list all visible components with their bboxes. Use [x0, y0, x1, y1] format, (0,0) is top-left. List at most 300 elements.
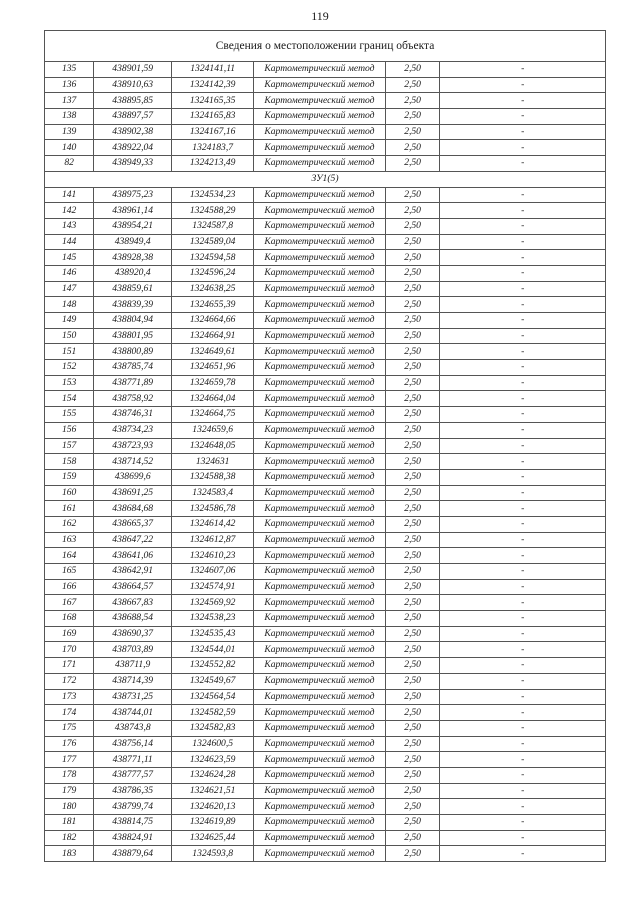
- note-cell: -: [440, 250, 606, 266]
- point-number-cell: 160: [45, 485, 94, 501]
- coord-y-cell: 1324564,54: [172, 689, 254, 705]
- coord-x-cell: 438744,01: [94, 705, 172, 721]
- method-cell: Картометрический метод: [254, 313, 385, 329]
- note-cell: -: [440, 469, 606, 485]
- coord-x-cell: 438734,23: [94, 422, 172, 438]
- point-number-cell: 169: [45, 626, 94, 642]
- note-cell: -: [440, 626, 606, 642]
- coord-y-cell: 1324213,49: [172, 156, 254, 172]
- method-cell: Картометрический метод: [254, 281, 385, 297]
- note-cell: -: [440, 124, 606, 140]
- point-number-cell: 181: [45, 815, 94, 831]
- point-number-cell: 175: [45, 720, 94, 736]
- coord-x-cell: 438800,89: [94, 344, 172, 360]
- coord-y-cell: 1324623,59: [172, 752, 254, 768]
- accuracy-cell: 2,50: [385, 218, 440, 234]
- table-row: [45, 297, 606, 313]
- table-row: [45, 344, 606, 360]
- section-row: [45, 171, 606, 187]
- note-cell: -: [440, 564, 606, 580]
- table-row: [45, 579, 606, 595]
- table-row: [45, 689, 606, 705]
- method-cell: Картометрический метод: [254, 705, 385, 721]
- table-row: [45, 109, 606, 125]
- coord-y-cell: 1324589,04: [172, 234, 254, 250]
- note-cell: -: [440, 799, 606, 815]
- method-cell: Картометрический метод: [254, 485, 385, 501]
- table-row: [45, 783, 606, 799]
- note-cell: -: [440, 673, 606, 689]
- coord-x-cell: 438954,21: [94, 218, 172, 234]
- table-row: [45, 846, 606, 862]
- accuracy-cell: 2,50: [385, 124, 440, 140]
- coord-y-cell: 1324624,28: [172, 767, 254, 783]
- accuracy-cell: 2,50: [385, 532, 440, 548]
- point-number-cell: 180: [45, 799, 94, 815]
- note-cell: -: [440, 579, 606, 595]
- accuracy-cell: 2,50: [385, 156, 440, 172]
- coord-y-cell: 1324612,87: [172, 532, 254, 548]
- point-number-cell: 156: [45, 422, 94, 438]
- accuracy-cell: 2,50: [385, 265, 440, 281]
- table-row: [45, 124, 606, 140]
- coord-x-cell: 438910,63: [94, 77, 172, 93]
- point-number-cell: 162: [45, 516, 94, 532]
- coord-x-cell: 438799,74: [94, 799, 172, 815]
- table-row: [45, 250, 606, 266]
- method-cell: Картометрический метод: [254, 579, 385, 595]
- method-cell: Картометрический метод: [254, 516, 385, 532]
- point-number-cell: 173: [45, 689, 94, 705]
- note-cell: -: [440, 595, 606, 611]
- coord-y-cell: 1324619,89: [172, 815, 254, 831]
- coord-x-cell: 438714,52: [94, 454, 172, 470]
- coord-x-cell: 438691,25: [94, 485, 172, 501]
- accuracy-cell: 2,50: [385, 454, 440, 470]
- accuracy-cell: 2,50: [385, 328, 440, 344]
- point-number-cell: 171: [45, 658, 94, 674]
- point-number-cell: 155: [45, 407, 94, 423]
- point-number-cell: 163: [45, 532, 94, 548]
- accuracy-cell: 2,50: [385, 720, 440, 736]
- coord-x-cell: 438901,59: [94, 62, 172, 78]
- point-number-cell: 82: [45, 156, 94, 172]
- table-row: [45, 705, 606, 721]
- table-row: [45, 720, 606, 736]
- note-cell: -: [440, 93, 606, 109]
- note-cell: -: [440, 485, 606, 501]
- coord-y-cell: 1324141,11: [172, 62, 254, 78]
- coord-y-cell: 1324588,29: [172, 203, 254, 219]
- accuracy-cell: 2,50: [385, 846, 440, 862]
- method-cell: Картометрический метод: [254, 109, 385, 125]
- method-cell: Картометрический метод: [254, 203, 385, 219]
- accuracy-cell: 2,50: [385, 705, 440, 721]
- table-row: [45, 187, 606, 203]
- accuracy-cell: 2,50: [385, 62, 440, 78]
- note-cell: -: [440, 548, 606, 564]
- coord-y-cell: 1324664,91: [172, 328, 254, 344]
- accuracy-cell: 2,50: [385, 77, 440, 93]
- point-number-cell: 152: [45, 360, 94, 376]
- point-number-cell: 151: [45, 344, 94, 360]
- table-row: [45, 595, 606, 611]
- coord-x-cell: 438785,74: [94, 360, 172, 376]
- method-cell: Картометрический метод: [254, 140, 385, 156]
- table-title-row: [45, 31, 606, 62]
- note-cell: -: [440, 187, 606, 203]
- method-cell: Картометрический метод: [254, 642, 385, 658]
- coord-x-cell: 438928,38: [94, 250, 172, 266]
- coord-x-cell: 438814,75: [94, 815, 172, 831]
- point-number-cell: 153: [45, 375, 94, 391]
- note-cell: -: [440, 109, 606, 125]
- note-cell: -: [440, 375, 606, 391]
- point-number-cell: 150: [45, 328, 94, 344]
- point-number-cell: 138: [45, 109, 94, 125]
- coord-y-cell: 1324588,38: [172, 469, 254, 485]
- table-row: [45, 548, 606, 564]
- point-number-cell: 176: [45, 736, 94, 752]
- accuracy-cell: 2,50: [385, 93, 440, 109]
- point-number-cell: 159: [45, 469, 94, 485]
- coord-y-cell: 1324534,23: [172, 187, 254, 203]
- coord-y-cell: 1324607,06: [172, 564, 254, 580]
- method-cell: Картометрический метод: [254, 799, 385, 815]
- note-cell: -: [440, 265, 606, 281]
- table-row: [45, 501, 606, 517]
- method-cell: Картометрический метод: [254, 564, 385, 580]
- method-cell: Картометрический метод: [254, 548, 385, 564]
- note-cell: -: [440, 140, 606, 156]
- table-row: [45, 265, 606, 281]
- coord-y-cell: 1324620,13: [172, 799, 254, 815]
- note-cell: -: [440, 705, 606, 721]
- accuracy-cell: 2,50: [385, 297, 440, 313]
- coord-x-cell: 438723,93: [94, 438, 172, 454]
- coord-x-cell: 438961,14: [94, 203, 172, 219]
- point-number-cell: 170: [45, 642, 94, 658]
- note-cell: -: [440, 313, 606, 329]
- point-number-cell: 142: [45, 203, 94, 219]
- coord-x-cell: 438897,57: [94, 109, 172, 125]
- table-row: [45, 234, 606, 250]
- method-cell: Картометрический метод: [254, 830, 385, 846]
- point-number-cell: 146: [45, 265, 94, 281]
- point-number-cell: 140: [45, 140, 94, 156]
- table-row: [45, 626, 606, 642]
- table-row: [45, 281, 606, 297]
- table-row: [45, 391, 606, 407]
- coord-x-cell: 438758,92: [94, 391, 172, 407]
- coord-y-cell: 1324664,04: [172, 391, 254, 407]
- method-cell: Картометрический метод: [254, 328, 385, 344]
- method-cell: Картометрический метод: [254, 250, 385, 266]
- coord-x-cell: 438743,8: [94, 720, 172, 736]
- coord-y-cell: 1324183,7: [172, 140, 254, 156]
- accuracy-cell: 2,50: [385, 642, 440, 658]
- accuracy-cell: 2,50: [385, 469, 440, 485]
- method-cell: Картометрический метод: [254, 501, 385, 517]
- table-row: [45, 673, 606, 689]
- method-cell: Картометрический метод: [254, 815, 385, 831]
- table-row: [45, 767, 606, 783]
- point-number-cell: 161: [45, 501, 94, 517]
- accuracy-cell: 2,50: [385, 736, 440, 752]
- coord-y-cell: 1324594,58: [172, 250, 254, 266]
- table-row: [45, 516, 606, 532]
- note-cell: -: [440, 77, 606, 93]
- coord-y-cell: 1324600,5: [172, 736, 254, 752]
- method-cell: Картометрический метод: [254, 391, 385, 407]
- boundary-coordinates-table: [44, 30, 606, 862]
- method-cell: Картометрический метод: [254, 689, 385, 705]
- coord-x-cell: 438667,83: [94, 595, 172, 611]
- coord-y-cell: 1324544,01: [172, 642, 254, 658]
- coord-x-cell: 438804,94: [94, 313, 172, 329]
- coord-y-cell: 1324610,23: [172, 548, 254, 564]
- coord-y-cell: 1324586,78: [172, 501, 254, 517]
- point-number-cell: 179: [45, 783, 94, 799]
- coord-y-cell: 1324648,05: [172, 438, 254, 454]
- point-number-cell: 157: [45, 438, 94, 454]
- coord-x-cell: 438839,39: [94, 297, 172, 313]
- note-cell: -: [440, 328, 606, 344]
- method-cell: Картометрический метод: [254, 62, 385, 78]
- table-row: [45, 485, 606, 501]
- accuracy-cell: 2,50: [385, 281, 440, 297]
- note-cell: -: [440, 454, 606, 470]
- coord-x-cell: 438641,06: [94, 548, 172, 564]
- coord-x-cell: 438731,25: [94, 689, 172, 705]
- method-cell: Картометрический метод: [254, 407, 385, 423]
- coord-y-cell: 1324552,82: [172, 658, 254, 674]
- method-cell: Картометрический метод: [254, 218, 385, 234]
- table-row: [45, 203, 606, 219]
- table-row: [45, 328, 606, 344]
- note-cell: -: [440, 297, 606, 313]
- coord-x-cell: 438949,33: [94, 156, 172, 172]
- note-cell: -: [440, 407, 606, 423]
- note-cell: -: [440, 156, 606, 172]
- coord-x-cell: 438684,68: [94, 501, 172, 517]
- coord-y-cell: 1324651,96: [172, 360, 254, 376]
- coord-x-cell: 438688,54: [94, 611, 172, 627]
- table-row: [45, 93, 606, 109]
- table-row: [45, 830, 606, 846]
- coord-y-cell: 1324583,4: [172, 485, 254, 501]
- coord-x-cell: 438642,91: [94, 564, 172, 580]
- table-row: [45, 375, 606, 391]
- accuracy-cell: 2,50: [385, 767, 440, 783]
- coord-y-cell: 1324664,66: [172, 313, 254, 329]
- method-cell: Картометрический метод: [254, 187, 385, 203]
- coord-y-cell: 1324142,39: [172, 77, 254, 93]
- coord-y-cell: 1324664,75: [172, 407, 254, 423]
- table-row: [45, 564, 606, 580]
- coord-x-cell: 438902,38: [94, 124, 172, 140]
- coord-y-cell: 1324587,8: [172, 218, 254, 234]
- coord-x-cell: 438714,39: [94, 673, 172, 689]
- coord-x-cell: 438824,91: [94, 830, 172, 846]
- coord-y-cell: 1324165,35: [172, 93, 254, 109]
- coord-x-cell: 438786,35: [94, 783, 172, 799]
- note-cell: -: [440, 532, 606, 548]
- method-cell: Картометрический метод: [254, 626, 385, 642]
- table-row: [45, 611, 606, 627]
- method-cell: Картометрический метод: [254, 93, 385, 109]
- accuracy-cell: 2,50: [385, 422, 440, 438]
- accuracy-cell: 2,50: [385, 626, 440, 642]
- table-row: [45, 407, 606, 423]
- note-cell: -: [440, 846, 606, 862]
- section-label: ЗУ1(5): [45, 171, 606, 187]
- point-number-cell: 172: [45, 673, 94, 689]
- coord-y-cell: 1324165,83: [172, 109, 254, 125]
- note-cell: -: [440, 611, 606, 627]
- accuracy-cell: 2,50: [385, 203, 440, 219]
- point-number-cell: 136: [45, 77, 94, 93]
- point-number-cell: 137: [45, 93, 94, 109]
- accuracy-cell: 2,50: [385, 344, 440, 360]
- method-cell: Картометрический метод: [254, 532, 385, 548]
- table-title: Сведения о местоположении границ объекта: [45, 31, 606, 62]
- accuracy-cell: 2,50: [385, 375, 440, 391]
- table-row: [45, 815, 606, 831]
- method-cell: Картометрический метод: [254, 124, 385, 140]
- accuracy-cell: 2,50: [385, 438, 440, 454]
- point-number-cell: 149: [45, 313, 94, 329]
- coord-x-cell: 438895,85: [94, 93, 172, 109]
- method-cell: Картометрический метод: [254, 344, 385, 360]
- coord-x-cell: 438699,6: [94, 469, 172, 485]
- note-cell: -: [440, 642, 606, 658]
- note-cell: -: [440, 767, 606, 783]
- note-cell: -: [440, 218, 606, 234]
- coord-y-cell: 1324167,16: [172, 124, 254, 140]
- table-row: [45, 62, 606, 78]
- table-row: [45, 799, 606, 815]
- coord-y-cell: 1324582,59: [172, 705, 254, 721]
- point-number-cell: 143: [45, 218, 94, 234]
- point-number-cell: 145: [45, 250, 94, 266]
- accuracy-cell: 2,50: [385, 548, 440, 564]
- method-cell: Картометрический метод: [254, 454, 385, 470]
- table-row: [45, 736, 606, 752]
- coord-x-cell: 438922,04: [94, 140, 172, 156]
- coord-y-cell: 1324596,24: [172, 265, 254, 281]
- note-cell: -: [440, 501, 606, 517]
- table-row: [45, 642, 606, 658]
- method-cell: Картометрический метод: [254, 752, 385, 768]
- coord-y-cell: 1324659,6: [172, 422, 254, 438]
- table-row: [45, 469, 606, 485]
- coord-x-cell: 438647,22: [94, 532, 172, 548]
- coord-x-cell: 438746,31: [94, 407, 172, 423]
- point-number-cell: 166: [45, 579, 94, 595]
- accuracy-cell: 2,50: [385, 140, 440, 156]
- accuracy-cell: 2,50: [385, 564, 440, 580]
- coord-x-cell: 438859,61: [94, 281, 172, 297]
- accuracy-cell: 2,50: [385, 673, 440, 689]
- coord-y-cell: 1324659,78: [172, 375, 254, 391]
- note-cell: -: [440, 344, 606, 360]
- coord-y-cell: 1324614,42: [172, 516, 254, 532]
- coord-y-cell: 1324621,51: [172, 783, 254, 799]
- note-cell: -: [440, 281, 606, 297]
- coord-x-cell: 438771,89: [94, 375, 172, 391]
- coord-x-cell: 438703,89: [94, 642, 172, 658]
- coord-y-cell: 1324638,25: [172, 281, 254, 297]
- point-number-cell: 177: [45, 752, 94, 768]
- table-row: [45, 422, 606, 438]
- method-cell: Картометрический метод: [254, 658, 385, 674]
- coord-x-cell: 438801,95: [94, 328, 172, 344]
- method-cell: Картометрический метод: [254, 846, 385, 862]
- method-cell: Картометрический метод: [254, 611, 385, 627]
- accuracy-cell: 2,50: [385, 830, 440, 846]
- note-cell: -: [440, 391, 606, 407]
- note-cell: -: [440, 234, 606, 250]
- method-cell: Картометрический метод: [254, 469, 385, 485]
- accuracy-cell: 2,50: [385, 501, 440, 517]
- point-number-cell: 154: [45, 391, 94, 407]
- point-number-cell: 178: [45, 767, 94, 783]
- method-cell: Картометрический метод: [254, 783, 385, 799]
- coord-x-cell: 438771,11: [94, 752, 172, 768]
- accuracy-cell: 2,50: [385, 783, 440, 799]
- table-row: [45, 77, 606, 93]
- point-number-cell: 147: [45, 281, 94, 297]
- accuracy-cell: 2,50: [385, 360, 440, 376]
- table-row: [45, 454, 606, 470]
- note-cell: -: [440, 720, 606, 736]
- coord-x-cell: 438920,4: [94, 265, 172, 281]
- coord-y-cell: 1324538,23: [172, 611, 254, 627]
- point-number-cell: 139: [45, 124, 94, 140]
- coord-y-cell: 1324631: [172, 454, 254, 470]
- note-cell: -: [440, 815, 606, 831]
- accuracy-cell: 2,50: [385, 234, 440, 250]
- coord-y-cell: 1324649,61: [172, 344, 254, 360]
- point-number-cell: 158: [45, 454, 94, 470]
- accuracy-cell: 2,50: [385, 815, 440, 831]
- table-row: [45, 360, 606, 376]
- point-number-cell: 174: [45, 705, 94, 721]
- table-row: [45, 156, 606, 172]
- method-cell: Картометрический метод: [254, 595, 385, 611]
- point-number-cell: 144: [45, 234, 94, 250]
- point-number-cell: 167: [45, 595, 94, 611]
- accuracy-cell: 2,50: [385, 752, 440, 768]
- method-cell: Картометрический метод: [254, 265, 385, 281]
- note-cell: -: [440, 203, 606, 219]
- accuracy-cell: 2,50: [385, 109, 440, 125]
- coord-y-cell: 1324593,8: [172, 846, 254, 862]
- coord-x-cell: 438711,9: [94, 658, 172, 674]
- note-cell: -: [440, 62, 606, 78]
- method-cell: Картометрический метод: [254, 438, 385, 454]
- table-row: [45, 313, 606, 329]
- note-cell: -: [440, 736, 606, 752]
- coord-y-cell: 1324655,39: [172, 297, 254, 313]
- accuracy-cell: 2,50: [385, 313, 440, 329]
- coord-y-cell: 1324574,91: [172, 579, 254, 595]
- note-cell: -: [440, 830, 606, 846]
- point-number-cell: 141: [45, 187, 94, 203]
- method-cell: Картометрический метод: [254, 422, 385, 438]
- note-cell: -: [440, 438, 606, 454]
